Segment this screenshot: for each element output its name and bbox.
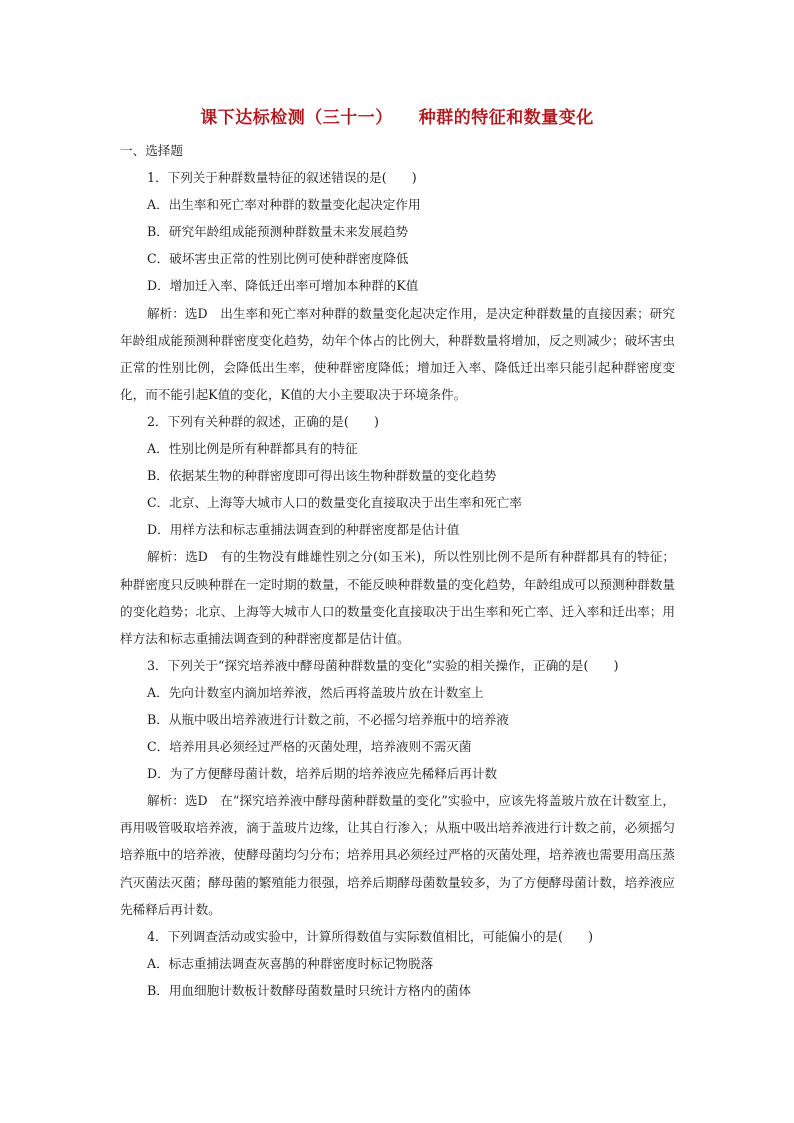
- question-stem: 1．下列关于种群数量特征的叙述错误的是( ): [147, 170, 417, 186]
- option-c: C．破坏害虫正常的性别比例可使种群密度降低: [147, 251, 409, 267]
- page-title: [0, 103, 794, 128]
- option-d: D．为了方便酵母菌计数，培养后期的培养液应先稀释后再计数: [147, 766, 498, 782]
- option-a: A．标志重捕法调查灰喜鹊的种群密度时标记物脱落: [147, 955, 434, 971]
- option-a: A．出生率和死亡率对种群的数量变化起决定作用: [147, 197, 421, 213]
- option-a: A．性别比例是所有种群都具有的特征: [147, 441, 358, 457]
- option-b: B．从瓶中吸出培养液进行计数之前，不必摇匀培养瓶中的培养液: [147, 711, 509, 727]
- question-stem: 3．下列关于“探究培养液中酵母菌种群数量的变化”实验的相关操作，正确的是( ): [147, 657, 619, 673]
- option-d: D．增加迁入率、降低迁出率可增加本种群的K值: [147, 278, 419, 294]
- option-b: B．研究年龄组成能预测种群数量未来发展趋势: [147, 224, 409, 240]
- option-a: A．先向计数室内滴加培养液，然后再将盖玻片放在计数室上: [147, 684, 484, 700]
- option-d: D．用样方法和标志重捕法调查到的种群密度都是估计值: [147, 522, 460, 538]
- answer-analysis: 解析：选D 有的生物没有雌雄性别之分(如玉米)，所以性别比例不是所有种群都具有的特征；种群密度只反映种群在一定时期的数量，不能反映种群数量的变化趋势，年龄组成可以预测种群数量的变化趋势；北京、上海等大城市人口的数量变化直接取决于出生率和死亡率、迁入率和迁出率；用样方法和标志重捕法调查到的种群密度都是估计值。: [120, 549, 675, 646]
- option-b: B．依据某生物的种群密度即可得出该生物种群数量的变化趋势: [147, 468, 497, 484]
- answer-analysis: 解析：选D 出生率和死亡率对种群的数量变化起决定作用，是决定种群数量的直接因素；研究年龄组成能预测种群密度变化趋势，幼年个体占的比例大，种群数量将增加，反之则减少；破坏害虫正常的性别比例，会降低出生率，使种群密度降低；增加迁入率、降低迁出率只能引起种群密度变化，而不能引起K值的变化，K值的大小主要取决于环境条件。: [120, 305, 675, 402]
- document-body: [120, 137, 675, 1004]
- option-c: C．北京、上海等大城市人口的数量变化直接取决于出生率和死亡率: [147, 495, 522, 511]
- question-stem: 2．下列有关种群的叙述，正确的是( ): [147, 413, 379, 429]
- answer-analysis: 解析：选D 在“探究培养液中酵母菌种群数量的变化”实验中，应该先将盖玻片放在计数室上，再用吸管吸取培养液，滴于盖玻片边缘，让其自行渗入；从瓶中吸出培养液进行计数之前，必须摇匀培养瓶中的培养液，使酵母菌均匀分布；培养用具必须经过严格的灭菌处理，培养液也需要用高压蒸汽灭菌法灭菌；酵母菌的繁殖能力很强，培养后期酵母菌数量较多，为了方便酵母菌计数，培养液应先稀释后再计数。: [120, 793, 675, 917]
- title-sub: 种群的特征和数量变化: [418, 108, 594, 128]
- title-main: 课下达标检测（三十一）: [200, 108, 393, 128]
- option-c: C．培养用具必须经过严格的灭菌处理，培养液则不需灭菌: [147, 739, 472, 755]
- question-stem: 4．下列调查活动或实验中，计算所得数值与实际数值相比，可能偏小的是( ): [147, 928, 594, 944]
- option-b: B．用血细胞计数板计数酵母菌数量时只统计方格内的菌体: [147, 982, 472, 998]
- section-heading: 一、选择题: [120, 143, 183, 158]
